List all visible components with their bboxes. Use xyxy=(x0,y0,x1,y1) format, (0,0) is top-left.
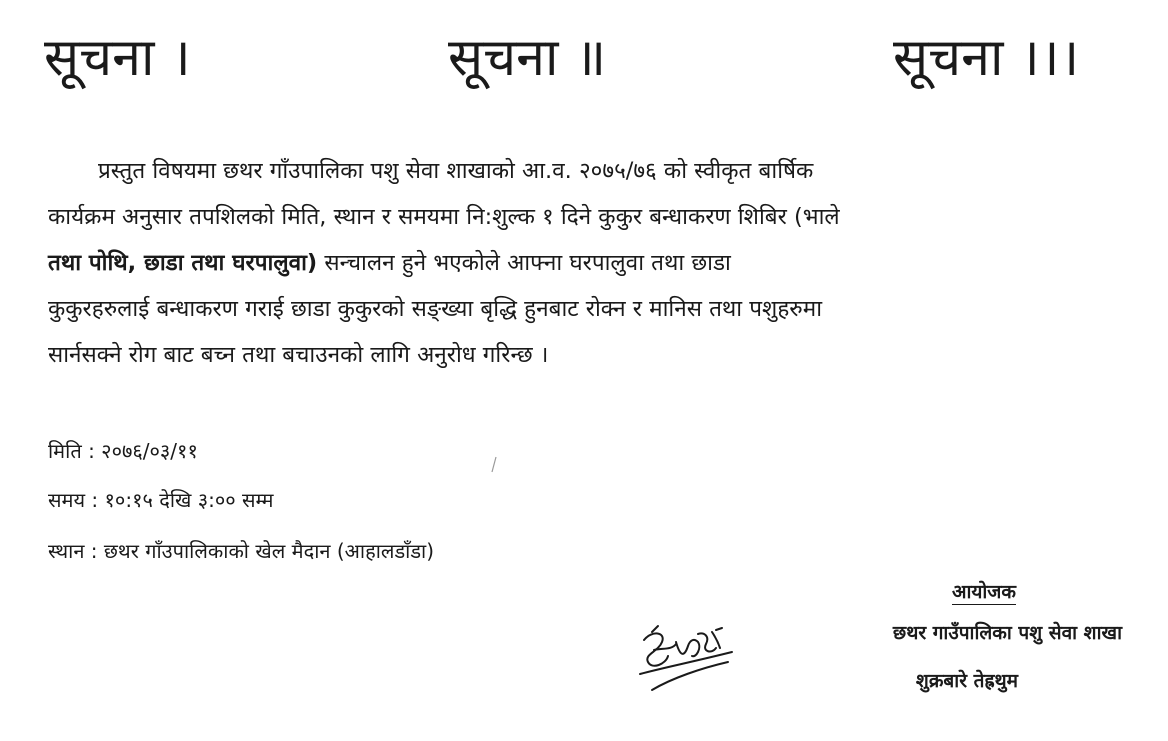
paragraph-line-rest: सन्चालन हुने भएकोले आफ्ना घरपालुवा तथा छाडा xyxy=(317,250,731,276)
handwritten-signature xyxy=(632,612,742,702)
event-time: समय : १०:१५ देखि ३:०० सम्म xyxy=(48,488,274,512)
paragraph-line: कुकुरहरुलाई बन्धाकरण गराई छाडा कुकुरको सङ्ख्या बृद्धि हुनबाट रोक्न र मानिस तथा पशुहरुमा xyxy=(48,296,823,322)
notice-body-paragraph xyxy=(48,148,1130,378)
paragraph-line: प्रस्तुत विषयमा छथर गाँउपालिका पशु सेवा शाखाको आ.व. २०७५/७६ को स्वीकृत बार्षिक xyxy=(98,158,814,184)
event-place: स्थान : छथर गाँउपालिकाको खेल मैदान (आहालडाँडा) xyxy=(48,539,435,563)
organizer-label-text: आयोजक xyxy=(951,581,1016,603)
paragraph-line xyxy=(48,240,1130,286)
stray-pen-mark xyxy=(490,456,498,474)
organizer-location: शुक्रबारे तेह्रथुम xyxy=(915,670,1018,692)
paragraph-line: सार्नसक्ने रोग बाट बच्न तथा बचाउनको लागि अनुरोध गरिन्छ । xyxy=(48,342,549,368)
organizer-label xyxy=(952,578,1016,606)
notice-heading-third: सूचना ।।। xyxy=(893,28,1080,88)
notice-heading-first: सूचना । xyxy=(44,28,191,88)
event-date: मिति : २०७६/०३/११ xyxy=(48,439,198,463)
notice-heading-second: सूचना ॥ xyxy=(448,28,607,88)
paragraph-line: कार्यक्रम अनुसार तपशिलको मिति, स्थान र समयमा नि:शुल्क १ दिने कुकुर बन्धाकरण शिबिर (भाले xyxy=(48,204,840,230)
paragraph-bold-phrase: तथा पोथि, छाडा तथा घरपालुवा) xyxy=(48,250,318,276)
organizer-name: छथर गाउँपालिका पशु सेवा शाखा xyxy=(892,622,1122,644)
